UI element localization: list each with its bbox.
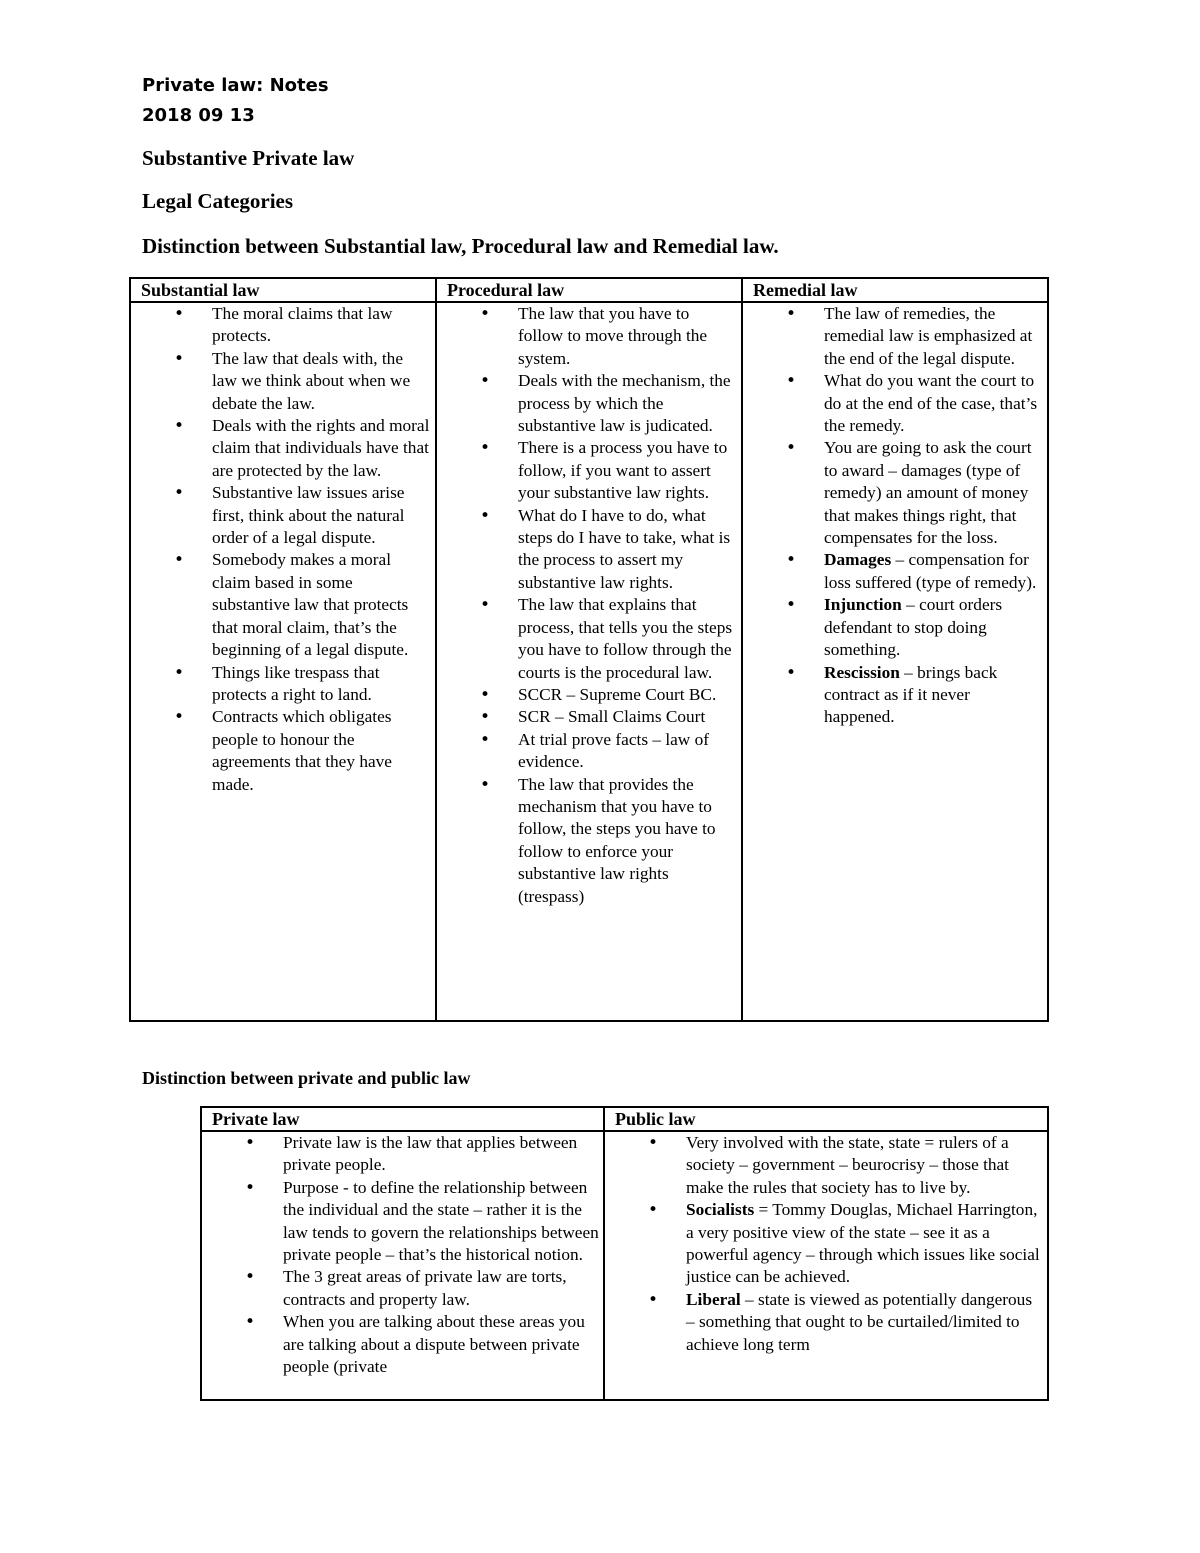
private-public-table <box>200 1106 1049 1401</box>
list-item <box>743 549 1047 594</box>
list-item: • Deals with the mechanism, the process by which the substantive law is judicated. <box>437 370 741 437</box>
list-item-text: – state is viewed as potentially dangerous – something that ought to be curtailed/limited to achieve long term <box>686 1289 1033 1354</box>
list-item <box>743 662 1047 729</box>
remedial-law-list <box>743 303 1047 729</box>
heading-distinction-categories: Distinction between Substantial law, Procedural law and Remedial law. <box>142 234 779 258</box>
list-item-text: The law of remedies, the remedial law is emphasized at the end of the legal dispute. <box>824 304 1033 368</box>
list-item: • The law that explains that process, that tells you the steps you have to follow through the courts is the procedural law. <box>437 594 741 684</box>
list-item: • At trial prove facts – law of evidence. <box>437 729 741 774</box>
list-item: • There is a process you have to follow, if you want to assert your substantive law rights. <box>437 437 741 504</box>
list-item: • SCCR – Supreme Court BC. <box>437 684 741 706</box>
header-private-law: Private law <box>201 1107 604 1131</box>
public-law-cell <box>604 1131 1048 1400</box>
term-injunction: Injunction <box>824 595 902 615</box>
list-item: • What do I have to do, what steps do I have to take, what is the process to assert my substantive law rights. <box>437 505 741 595</box>
list-item-text: = Tommy Douglas, Michael Harrington, a very positive view of the state – see it as a powerful agency – through which issues like social justice can be achieved. <box>686 1200 1040 1287</box>
list-item: • When you are talking about these areas you are talking about a dispute between private people (private <box>202 1311 603 1378</box>
list-item-text: – court orders defendant to stop doing something. <box>824 595 1003 660</box>
term-damages: Damages <box>824 550 892 570</box>
document-date: 2018 09 13 <box>142 105 255 126</box>
list-item-text: Very involved with the state, state = rulers of a society – government – beurocrisy – those that make the rules that society has to live by. <box>686 1133 1009 1197</box>
list-item: • The law that provides the mechanism that you have to follow, the steps you have to follow to enforce your substantive law rights (trespass) <box>437 774 741 908</box>
term-socialists: Socialists <box>686 1200 755 1220</box>
public-law-list <box>605 1132 1047 1356</box>
list-item <box>743 370 1047 437</box>
heading-private-public-distinction: Distinction between private and public law <box>142 1068 471 1088</box>
heading-substantive-private-law: Substantive Private law <box>142 146 355 170</box>
list-item <box>743 437 1047 549</box>
list-item: • Somebody makes a moral claim based in some substantive law that protects that moral claim, that’s the beginning of a legal dispute. <box>131 549 435 661</box>
heading-legal-categories: Legal Categories <box>142 189 294 213</box>
substantial-law-list <box>131 303 435 796</box>
list-item: • The law that you have to follow to move through the system. <box>437 303 741 370</box>
header-remedial-law: Remedial law <box>742 278 1048 302</box>
list-item <box>605 1199 1047 1289</box>
list-item-text: – brings back contract as if it never happened. <box>824 662 998 727</box>
private-law-list <box>202 1132 603 1378</box>
header-substantial-law: Substantial law <box>130 278 436 302</box>
law-categories-table <box>129 277 1049 1022</box>
list-item: • Substantive law issues arise first, think about the natural order of a legal dispute. <box>131 482 435 549</box>
header-procedural-law: Procedural law <box>436 278 742 302</box>
procedural-law-list <box>437 303 741 908</box>
list-item: • The law that deals with, the law we think about when we debate the law. <box>131 348 435 415</box>
term-liberal: Liberal <box>686 1289 741 1309</box>
table-header-row <box>130 278 1048 302</box>
list-item: • The 3 great areas of private law are torts, contracts and property law. <box>202 1266 603 1311</box>
list-item <box>743 594 1047 661</box>
list-item: • Private law is the law that applies between private people. <box>202 1132 603 1177</box>
remedial-law-cell <box>742 302 1048 1021</box>
document-title: Private law: Notes <box>142 75 329 96</box>
procedural-law-cell <box>436 302 742 1021</box>
term-rescission: Rescission <box>824 662 900 682</box>
list-item: • Purpose - to define the relationship between the individual and the state – rather it is the law tends to govern the relationships between private people – that’s the historical notion. <box>202 1177 603 1267</box>
list-item: • Contracts which obligates people to honour the agreements that they have made. <box>131 706 435 796</box>
list-item <box>605 1289 1047 1356</box>
table-row <box>130 302 1048 1021</box>
list-item: • Things like trespass that protects a right to land. <box>131 662 435 707</box>
list-item <box>605 1132 1047 1199</box>
header-public-law: Public law <box>604 1107 1048 1131</box>
list-item-text: What do you want the court to do at the end of the case, that’s the remedy. <box>824 371 1038 436</box>
private-law-cell <box>201 1131 604 1400</box>
list-item: • Deals with the rights and moral claim that individuals have that are protected by the law. <box>131 415 435 482</box>
substantial-law-cell <box>130 302 436 1021</box>
list-item: • SCR – Small Claims Court <box>437 706 741 728</box>
table-header-row <box>201 1107 1048 1131</box>
list-item-text: You are going to ask the court to award – damages (type of remedy) an amount of money that makes things right, that compensates for the loss. <box>824 438 1032 548</box>
list-item <box>743 303 1047 370</box>
table-row <box>201 1131 1048 1400</box>
list-item-text: – compensation for loss suffered (type of remedy). <box>824 550 1037 592</box>
list-item: • The moral claims that law protects. <box>131 303 435 348</box>
